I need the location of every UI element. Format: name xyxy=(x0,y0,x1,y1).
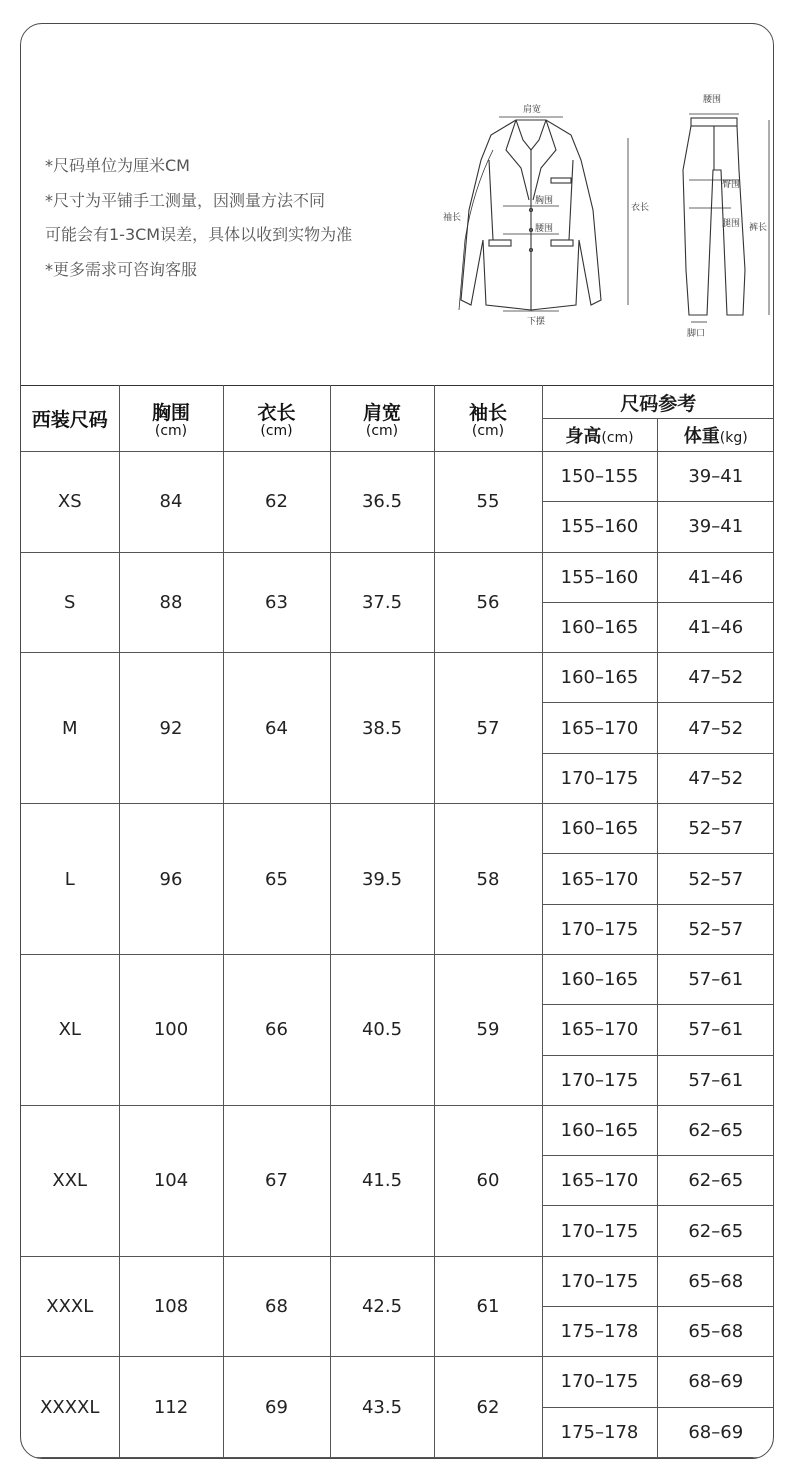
length-cell: 68 xyxy=(223,1256,330,1357)
shoulder-cell: 38.5 xyxy=(330,653,434,804)
sleeve-cell: 59 xyxy=(434,954,542,1105)
trousers-measure-lines xyxy=(689,114,769,322)
header-label: 袖长 xyxy=(468,402,507,424)
weight-cell: 62–65 xyxy=(657,1156,774,1206)
table-row xyxy=(21,552,774,602)
size-cell: S xyxy=(21,552,119,653)
weight-cell: 41–46 xyxy=(657,602,774,652)
height-cell: 160–165 xyxy=(542,602,657,652)
weight-column-header xyxy=(657,419,774,452)
height-cell: 155–160 xyxy=(542,502,657,552)
table-row xyxy=(21,1256,774,1306)
weight-cell: 52–57 xyxy=(657,804,774,854)
weight-cell: 47–52 xyxy=(657,753,774,803)
weight-cell: 68–69 xyxy=(657,1357,774,1407)
chest-cell: 112 xyxy=(119,1357,223,1458)
table-row xyxy=(21,1105,774,1155)
sleeve-cell: 57 xyxy=(434,653,542,804)
weight-cell: 52–57 xyxy=(657,854,774,904)
size-table-body xyxy=(21,452,774,1458)
height-cell: 170–175 xyxy=(542,1256,657,1306)
measurement-diagram xyxy=(431,90,771,340)
length-cell: 67 xyxy=(223,1105,330,1256)
shoulder-label: 肩宽 xyxy=(523,105,542,115)
length-cell: 69 xyxy=(223,1357,330,1458)
length-column-header xyxy=(223,386,330,452)
chest-cell: 84 xyxy=(119,452,223,553)
size-column-header: 西装尺码 xyxy=(21,386,119,452)
shoulder-cell: 36.5 xyxy=(330,452,434,553)
size-cell: XXXL xyxy=(21,1256,119,1357)
chest-cell: 88 xyxy=(119,552,223,653)
height-cell: 160–165 xyxy=(542,653,657,703)
header-label: 衣长 xyxy=(257,402,296,424)
note-line: *尺码单位为厘米CM xyxy=(45,156,190,175)
height-cell: 170–175 xyxy=(542,1357,657,1407)
length-cell: 66 xyxy=(223,954,330,1105)
height-cell: 170–175 xyxy=(542,904,657,954)
weight-cell: 39–41 xyxy=(657,452,774,502)
length-cell: 64 xyxy=(223,653,330,804)
shoulder-cell: 43.5 xyxy=(330,1357,434,1458)
height-cell: 160–165 xyxy=(542,954,657,1004)
header-unit: (cm) xyxy=(471,423,505,439)
header-label: 肩宽 xyxy=(362,402,401,424)
sleeve-cell: 60 xyxy=(434,1105,542,1256)
size-cell: XS xyxy=(21,452,119,553)
table-row xyxy=(21,954,774,1004)
size-chart-card xyxy=(20,23,774,1459)
height-cell: 175–178 xyxy=(542,1407,657,1457)
trouser-waist-label: 腰围 xyxy=(703,95,722,105)
height-cell: 165–170 xyxy=(542,1156,657,1206)
chest-cell: 104 xyxy=(119,1105,223,1256)
weight-cell: 47–52 xyxy=(657,653,774,703)
hip-label: 臀围 xyxy=(722,180,741,190)
size-cell: XXXXL xyxy=(21,1357,119,1458)
length-cell: 62 xyxy=(223,452,330,553)
chest-cell: 100 xyxy=(119,954,223,1105)
reference-header: 尺码参考 xyxy=(542,386,774,419)
shoulder-cell: 37.5 xyxy=(330,552,434,653)
sleeve-cell: 58 xyxy=(434,804,542,955)
height-cell: 165–170 xyxy=(542,854,657,904)
height-cell: 160–165 xyxy=(542,1105,657,1155)
height-cell: 165–170 xyxy=(542,1005,657,1055)
weight-cell: 65–68 xyxy=(657,1307,774,1357)
weight-cell: 65–68 xyxy=(657,1256,774,1306)
header-unit: (cm) xyxy=(601,430,634,446)
table-row xyxy=(21,804,774,854)
weight-cell: 57–61 xyxy=(657,954,774,1004)
header-unit: (kg) xyxy=(719,430,748,446)
header-unit: (cm) xyxy=(365,423,399,439)
header-unit: (cm) xyxy=(154,423,188,439)
size-table xyxy=(21,385,774,1458)
note-line: *尺寸为平铺手工测量，因测量方法不同 xyxy=(45,190,326,210)
header-unit: (cm) xyxy=(260,423,293,439)
shoulder-cell: 40.5 xyxy=(330,954,434,1105)
height-cell: 160–165 xyxy=(542,804,657,854)
sleeve-label: 袖长 xyxy=(443,213,462,223)
size-cell: XL xyxy=(21,954,119,1105)
height-cell: 175–178 xyxy=(542,1307,657,1357)
chest-column-header xyxy=(119,386,223,452)
sleeve-cell: 55 xyxy=(434,452,542,553)
weight-cell: 39–41 xyxy=(657,502,774,552)
size-cell: M xyxy=(21,653,119,804)
length-cell: 65 xyxy=(223,804,330,955)
size-cell: XXL xyxy=(21,1105,119,1256)
height-cell: 155–160 xyxy=(542,552,657,602)
note-line: 可能会有1-3CM误差，具体以收到实物为准 xyxy=(45,225,353,244)
header-label: 体重 xyxy=(683,426,720,447)
weight-cell: 47–52 xyxy=(657,703,774,753)
shoulder-cell: 41.5 xyxy=(330,1105,434,1256)
header-label: 胸围 xyxy=(151,402,190,424)
height-cell: 170–175 xyxy=(542,1206,657,1256)
hem-label: 下摆 xyxy=(527,317,546,327)
weight-cell: 41–46 xyxy=(657,552,774,602)
note-line: *更多需求可咨询客服 xyxy=(45,259,198,279)
weight-cell: 57–61 xyxy=(657,1055,774,1105)
weight-cell: 52–57 xyxy=(657,904,774,954)
height-cell: 170–175 xyxy=(542,753,657,803)
shoulder-cell: 39.5 xyxy=(330,804,434,955)
table-row xyxy=(21,452,774,502)
chest-cell: 92 xyxy=(119,653,223,804)
trousers-illustration xyxy=(683,118,745,315)
shoulder-cell: 42.5 xyxy=(330,1256,434,1357)
header-label: 身高 xyxy=(565,426,602,447)
waist-label: 腰围 xyxy=(535,224,554,234)
sleeve-cell: 62 xyxy=(434,1357,542,1458)
height-cell: 165–170 xyxy=(542,703,657,753)
height-column-header xyxy=(542,419,657,452)
chest-cell: 96 xyxy=(119,804,223,955)
weight-cell: 57–61 xyxy=(657,1005,774,1055)
sleeve-cell: 56 xyxy=(434,552,542,653)
weight-cell: 62–65 xyxy=(657,1206,774,1256)
chest-cell: 108 xyxy=(119,1256,223,1357)
height-cell: 150–155 xyxy=(542,452,657,502)
sleeve-cell: 61 xyxy=(434,1256,542,1357)
table-row xyxy=(21,1357,774,1407)
table-row xyxy=(21,653,774,703)
sleeve-column-header xyxy=(434,386,542,452)
size-cell: L xyxy=(21,804,119,955)
size-notes xyxy=(45,149,352,287)
trouser-length-label: 裤长 xyxy=(749,223,768,233)
height-cell: 170–175 xyxy=(542,1055,657,1105)
leg-opening-label: 脚口 xyxy=(687,329,706,339)
chest-label: 胸围 xyxy=(535,196,554,206)
shoulder-column-header xyxy=(330,386,434,452)
length-cell: 63 xyxy=(223,552,330,653)
jacket-length-label: 衣长 xyxy=(631,203,650,213)
weight-cell: 68–69 xyxy=(657,1407,774,1457)
thigh-label: 腿围 xyxy=(722,219,741,229)
weight-cell: 62–65 xyxy=(657,1105,774,1155)
jacket-measure-lines xyxy=(459,117,628,311)
jacket-illustration xyxy=(461,120,601,310)
